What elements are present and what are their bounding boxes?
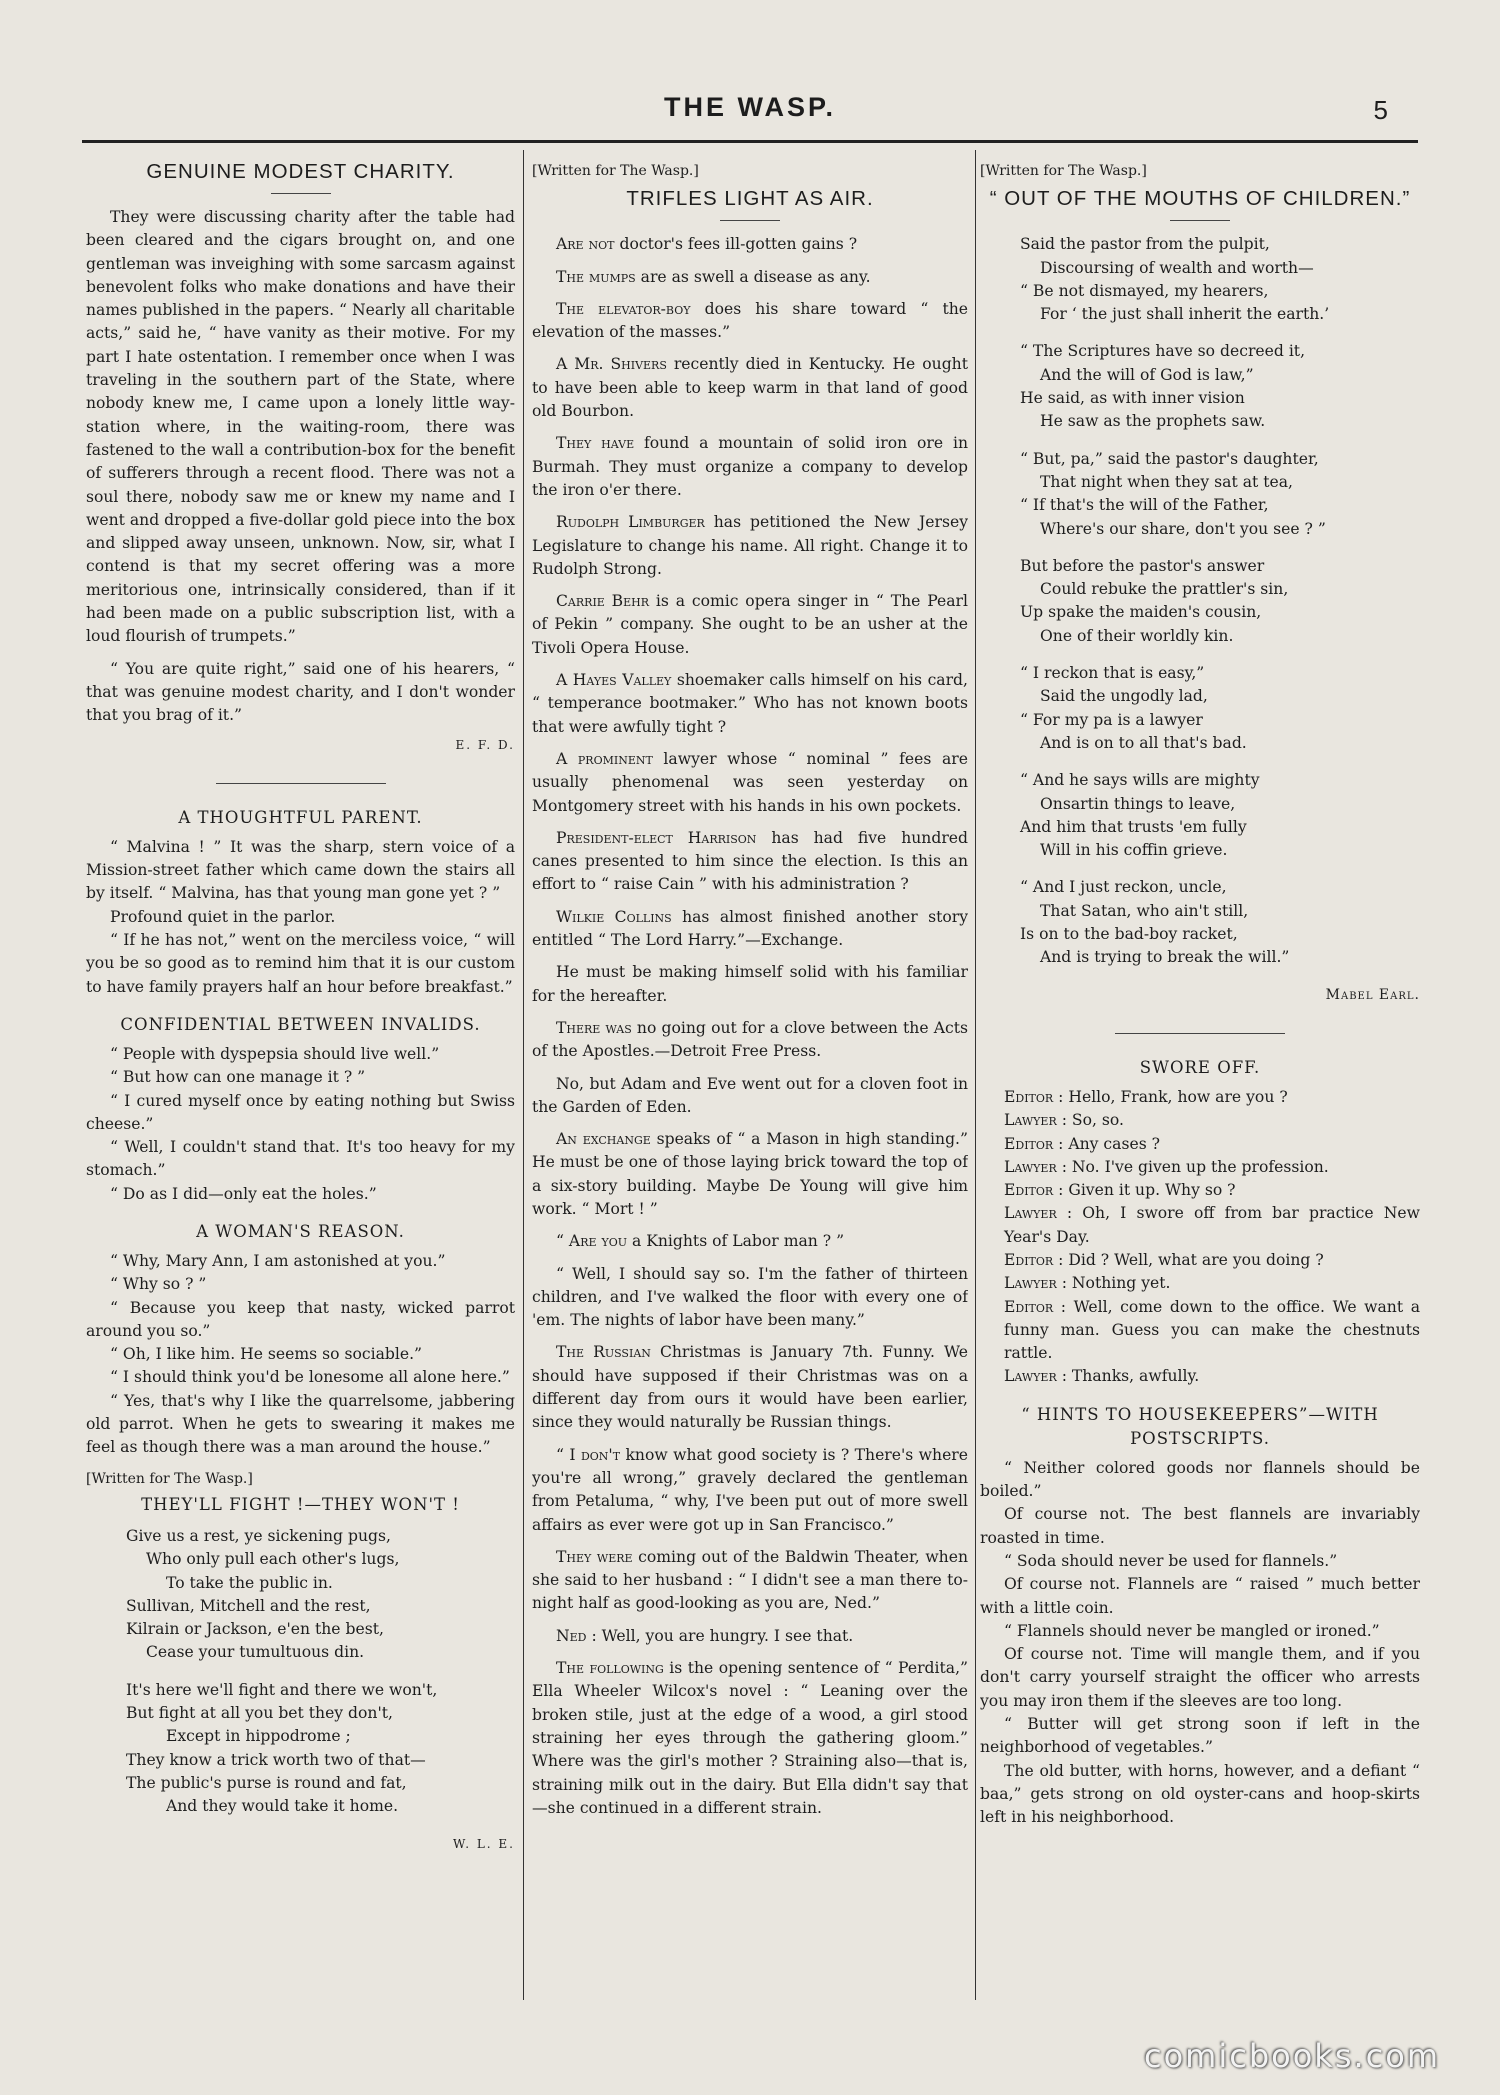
paragraph: “ Because you keep that nasty, wicked parrot around you so.” [86,1298,515,1340]
dialog-text: Did ? Well, what are you doing ? [1063,1250,1324,1269]
paragraph: “ I should think you'd be lonesome all alone here.” [110,1368,510,1387]
trifle-text: speaks of “ a Mason in high standing.” He must be one of those laying brick toward the top of a six-story building. Maybe De Young will give him work. “ Mort ! ” [532,1130,968,1218]
paragraph: “ Neither colored goods nor flannels should be boiled.” [980,1458,1420,1501]
trifle-lead: There was [556,1018,632,1037]
trifle-text: has almost finished another story entitled “ The Lord Harry.”—Exchange. [532,907,968,950]
trifle-text: found a mountain of solid iron ore in Burmah. They must organize a company to develop the iron o'er there. [532,434,968,499]
credit-line: [Written for The Wasp.] [532,163,699,179]
signature: W. L. E. [452,1836,515,1851]
poem-line: And him that trusts 'em fully [1020,817,1247,836]
poem-line: But before the pastor's answer [1020,556,1265,575]
trifle-item [532,1546,968,1616]
stanza [1020,769,1420,862]
column-divider [975,150,976,2000]
trifle-item [532,353,968,423]
poem-line: It's here we'll fight and there we won't, [126,1680,438,1699]
stanza [126,1679,515,1819]
paragraph: Profound quiet in the parlor. [110,907,336,926]
trifle-lead: They have [556,434,635,453]
poem-line: Cease your tumultuous din. [146,1643,365,1662]
poem-line: To take the public in. [166,1573,333,1592]
paragraph: “ Yes, that's why I like the quarrelsome, jabbering old parrot. When he gets to swearing it makes me feel as though there was a man around the house.” [86,1391,515,1457]
poem-line: Onsartin things to leave, [1040,794,1236,813]
paragraph: “ Why so ? ” [110,1275,207,1294]
trifle-item [532,1263,968,1333]
credit-line: [Written for The Wasp.] [86,1470,253,1487]
poem-line: And is trying to break the will.” [1040,948,1290,967]
trifle-lead: “ I don't [556,1445,621,1464]
trifle-item [532,1657,968,1820]
paragraph: “ If he has not,” went on the merciless voice, “ will you be so good as to remind him that it is our custom to have family prayers half an hour before breakfast.” [86,931,515,996]
section-rule [216,783,386,784]
masthead-title: THE WASP. [663,92,837,122]
paragraph: “ But how can one manage it ? ” [110,1068,366,1087]
speaker: Editor : [1004,1181,1064,1200]
speaker: Lawyer : [1004,1204,1073,1223]
dialog-swore [980,1086,1420,1389]
trifle-text: No, but Adam and Eve went out for a cloven foot in the Garden of Eden. [532,1074,968,1116]
trifle-lead: The Russian [556,1343,651,1362]
paragraph: “ Oh, I like him. He seems so sociable.” [110,1345,422,1364]
trifle-lead: The elevator-boy [556,299,691,318]
stanza [1020,555,1420,648]
title-rule [720,220,780,221]
paragraph: “ Why, Mary Ann, I am astonished at you.” [110,1251,446,1270]
dialog-text: No. I've given up the profession. [1066,1157,1329,1176]
poem-line: The public's purse is round and fat, [126,1773,407,1792]
trifle-item [532,233,968,256]
poem-line: But fight at all you bet they don't, [126,1704,393,1723]
paragraph: “ You are quite right,” said one of his hearers, “ that was genuine modest charity, and I don't wonder that you brag of it.” [86,659,515,725]
trifle-item [532,432,968,502]
article-title-parent: A THOUGHTFUL PARENT. [178,807,423,827]
column-3 [980,152,1420,2012]
trifle-item [532,1230,968,1253]
speaker: Editor : [1004,1134,1064,1153]
speaker: Lawyer : [1004,1274,1067,1293]
trifle-item [532,298,968,345]
trifle-text: recently died in Kentucky. He ought to have been able to keep warm in that land of good old Bourbon. [532,355,968,421]
speaker: Editor : [1004,1297,1067,1316]
dialog-text: Thanks, awfully. [1066,1367,1200,1386]
article-title-charity: GENUINE MODEST CHARITY. [146,160,455,183]
header-rule [82,140,1418,143]
poem-line: “ But, pa,” said the pastor's daughter, [1020,449,1319,468]
poem-line: “ And I just reckon, uncle, [1020,878,1227,897]
trifle-item [532,1625,968,1648]
poem-line: “ Be not dismayed, my hearers, [1020,281,1269,300]
trifle-text: Well, you are hungry. I see that. [596,1626,854,1645]
trifle-text: Christmas is January 7th. Funny. We should have supposed if their Christmas was on a different day from ours it would have been earlier, since they would naturally be Russian things. [532,1343,968,1432]
page-number: 5 [1373,95,1388,125]
trifle-text: He must be making himself solid with his familiar for the hereafter. [532,963,968,1005]
stanza [126,1525,515,1665]
trifle-text: lawyer whose “ nominal ” fees are usually phenomenal was seen yesterday on Montgomery street with his hands in his own pockets. [532,749,968,815]
trifle-lead: The mumps [556,267,636,286]
dialog-line [980,1296,1420,1366]
article-title-invalids: CONFIDENTIAL BETWEEN INVALIDS. [120,1014,481,1034]
article-title-trifles: TRIFLES LIGHT AS AIR. [626,187,874,211]
poem-line: Up spake the maiden's cousin, [1020,603,1262,622]
trifle-lead: The following [556,1659,664,1678]
trifle-text: has had five hundred canes presented to him since the election. Is this an effort to “ raise Cain ” with his administration ? [532,828,968,894]
poem-line: They know a trick worth two of that— [126,1750,426,1769]
trifle-lead: A Mr. Shivers [556,355,667,374]
paragraph: Of course not. The best flannels are invariably roasted in time. [980,1505,1420,1547]
poem-line: “ And he says wills are mighty [1020,771,1260,790]
trifle-text: doctor's fees ill-gotten gains ? [614,235,858,254]
paragraph: Of course not. Flannels are “ raised ” much better with a little coin. [980,1575,1420,1617]
trifle-text: shoemaker calls himself on his card, “ temperance bootmaker.” Who has not known boots that were awfully tight ? [532,671,968,736]
dialog-line [980,1202,1420,1249]
trifle-lead: Ned : [556,1626,597,1645]
trifle-text: has petitioned the New Jersey Legislature to change his name. All right. Change it to Rudolph Strong. [532,513,968,578]
poem-line: Sullivan, Mitchell and the rest, [126,1596,371,1615]
dialog-line [980,1179,1420,1202]
poem-line: Could rebuke the prattler's sin, [1040,580,1289,599]
poem-line: Where's our share, don't you see ? ” [1040,519,1326,538]
dialog-text: Given it up. Why so ? [1063,1181,1236,1200]
paragraph: “ Butter will get strong soon if left in the neighborhood of vegetables.” [980,1715,1420,1757]
trifle-lead: They were [556,1547,633,1566]
trifle-text: does his share toward “ the elevation of the masses.” [532,299,968,342]
column-divider [523,150,524,2000]
poem-title-mouths: “ OUT OF THE MOUTHS OF CHILDREN.” [989,187,1411,211]
dialog-text: Hello, Frank, how are you ? [1063,1087,1288,1106]
speaker: Lawyer : [1004,1157,1067,1176]
poem-line: Discoursing of wealth and worth— [1040,258,1314,277]
poem-line: And is on to all that's bad. [1040,733,1247,752]
trifle-lead: A prominent [556,749,653,768]
dialog-text: Nothing yet. [1066,1274,1171,1293]
trifle-item [532,906,968,953]
paragraph: They were discussing charity after the table had been cleared and the cigars brought on, and one gentleman was inveighing with some sarcasm against benevolent folks who make donations and have their names published in the papers. “ Nearly all charitable acts,” said he, “ have vanity as their motive. For my part I hate ostentation. I remember once when I was traveling in the southern part of the State, where nobody knew me, I came upon a lonely little way-station where, in the waiting-room, there was fastened to the wall a contribution-box for the benefit of sufferers through a recent flood. There was not a soul there, nobody saw me or knew my name and I went and dropped a five-dollar gold piece into the box and slipped away unseen, unknown. Now, sir, what I contend is that my secret offering was a more meritorious one, intrinsically considered, than if it had been made on a public subscription list, with a loud flourish of trumpets.” [86,208,515,646]
poem-line: “ I reckon that is easy,” [1020,664,1205,683]
poem-line: One of their worldly kin. [1040,626,1234,645]
poem-line: He saw as the prophets saw. [1040,412,1266,431]
dialog-line [980,1249,1420,1272]
trifle-lead: Carrie Behr [556,592,650,611]
trifle-lead: Are not [556,235,615,254]
article-title-swore: SWORE OFF. [1139,1057,1261,1077]
paragraph: “ Malvina ! ” It was the sharp, stern voice of a Mission-street father which came down the stairs all by itself. “ Malvina, has that young man gone yet ? ” [86,837,515,903]
trifle-lead: President-elect Harrison [556,828,757,847]
trifle-item [532,590,968,660]
trifle-lead: An exchange [556,1130,651,1149]
paragraph: “ I cured myself once by eating nothing but Swiss cheese.” [86,1091,515,1133]
stanza [1020,662,1420,755]
poem-line: Except in hippodrome ; [166,1727,351,1746]
trifle-text: know what good society is ? There's where you're all wrong,” gravely declared the gentleman from Petaluma, “ why, I've been put out of more swell affairs as ever were got up in San Francisco.” [532,1445,968,1534]
poem-fight [126,1525,515,1819]
paragraph: “ Do as I did—only eat the holes.” [110,1184,377,1203]
poem-line: Said the pastor from the pulpit, [1020,235,1270,254]
stanza [1020,448,1420,541]
speaker: Editor : [1004,1087,1064,1106]
trifle-item [532,266,968,289]
dialog-line [980,1133,1420,1156]
dialog-text: Oh, I swore off from bar practice New Year's Day. [1004,1204,1420,1246]
trifle-text: coming out of the Baldwin Theater, when she said to her husband : “ I didn't see a man there to-night half as good-looking as you are, Ned.” [532,1547,968,1613]
trifle-text: no going out for a clove between the Acts of the Apostles.—Detroit Free Press. [532,1018,968,1061]
column-1 [86,152,515,2012]
trifle-item [532,1444,968,1537]
trifles-list [532,233,968,1820]
trifle-item [532,1128,968,1221]
dialog-line [980,1272,1420,1295]
stanza [1020,340,1420,433]
trifle-lead: Rudolph Limburger [556,513,705,532]
trifle-item [532,961,968,1008]
paragraph: Of course not. Time will mangle them, and if you don't carry yourself straight the officer who arrests you may iron them if the sleeves are too long. [980,1645,1420,1710]
article-title-reason: A WOMAN'S REASON. [196,1221,405,1241]
trifle-lead: Wilkie Collins [556,907,672,926]
signature: E. F. D. [455,737,515,752]
poem-line: For ‘ the just shall inherit the earth.’ [1040,305,1330,324]
trifle-item [532,511,968,581]
poem-line: Said the ungodly lad, [1040,687,1208,706]
watermark: comicbooks.com [1143,2037,1440,2075]
article-title-hints: “ HINTS TO HOUSEKEEPERS”—WITH POSTSCRIPTS. [1021,1404,1379,1448]
paragraph: “ Soda should never be used for flannels.” [1004,1551,1338,1570]
credit-line: [Written for The Wasp.] [980,163,1147,179]
dialog-line [980,1365,1420,1388]
dialog-line [980,1109,1420,1132]
paragraph: “ People with dyspepsia should live well.” [110,1044,440,1063]
signature: Mabel Earl. [1325,986,1420,1003]
poem-line: Give us a rest, ye sickening pugs, [126,1526,391,1545]
trifle-item [532,1017,968,1064]
poem-line: “ For my pa is a lawyer [1020,710,1203,729]
dialog-line [980,1156,1420,1179]
trifle-text: is a comic opera singer in “ The Pearl of Pekin ” company. She ought to be an usher at the Tivoli Opera House. [532,592,968,657]
trifle-text: is the opening sentence of “ Perdita,” Ella Wheeler Wilcox's novel : “ Leaning over the broken stile, just at the edge of a wood, a girl stood straining her eyes through the gathering gloom.” Where was the girl's mother ? Straining also—that is, straining milk out in the dairy. But Ella didn't say that—she continued in a different strain. [532,1659,968,1817]
trifle-item [532,827,968,897]
speaker: Editor : [1004,1250,1064,1269]
trifle-lead: “ Are you [556,1232,628,1251]
title-rule [1170,220,1230,221]
trifle-text: are as swell a disease as any. [635,267,871,286]
dialog-text: So, so. [1066,1111,1124,1130]
trifle-text: a Knights of Labor man ? ” [627,1232,845,1251]
poem-line: And they would take it home. [166,1797,399,1816]
column-2 [532,152,968,2012]
poem-mouths [1020,233,1420,969]
paragraph: “ Flannels should never be mangled or ironed.” [1004,1621,1380,1640]
poem-line: Kilrain or Jackson, e'en the best, [126,1620,384,1639]
poem-line: Will in his coffin grieve. [1040,841,1228,860]
poem-line: And the will of God is law,” [1040,365,1254,384]
poem-line: Is on to the bad-boy racket, [1020,925,1238,944]
poem-line: That night when they sat at tea, [1040,472,1293,491]
stanza [1020,876,1420,969]
poem-title-fight: THEY'LL FIGHT !—THEY WON'T ! [141,1494,460,1514]
trifle-item [532,1073,968,1120]
paragraph: “ Well, I couldn't stand that. It's too heavy for my stomach.” [86,1138,515,1180]
speaker: Lawyer : [1004,1111,1067,1130]
trifle-item [532,1341,968,1434]
dialog-text: Well, come down to the office. We want a funny man. Guess you can make the chestnuts rattle. [1004,1297,1420,1363]
stanza [1020,233,1420,326]
dialog-line [980,1086,1420,1109]
poem-line: Who only pull each other's lugs, [146,1550,400,1569]
trifle-item [532,669,968,739]
paragraph: The old butter, with horns, however, and a defiant “ baa,” gets strong on old oyster-cans and hoop-skirts left in his neighborhood. [980,1761,1420,1827]
dialog-text: Any cases ? [1063,1134,1161,1153]
poem-line: That Satan, who ain't still, [1040,901,1249,920]
trifle-item [532,748,968,818]
speaker: Lawyer : [1004,1367,1067,1386]
poem-line: “ If that's the will of the Father, [1020,496,1269,515]
trifle-text: “ Well, I should say so. I'm the father of thirteen children, and I've walked the floor with every one of 'em. The nights of labor have been many.” [532,1264,968,1330]
trifle-lead: A Hayes Valley [556,671,672,690]
poem-line: “ The Scriptures have so decreed it, [1020,342,1306,361]
section-rule [1115,1033,1285,1034]
title-rule [271,193,331,194]
poem-line: He said, as with inner vision [1020,389,1245,408]
